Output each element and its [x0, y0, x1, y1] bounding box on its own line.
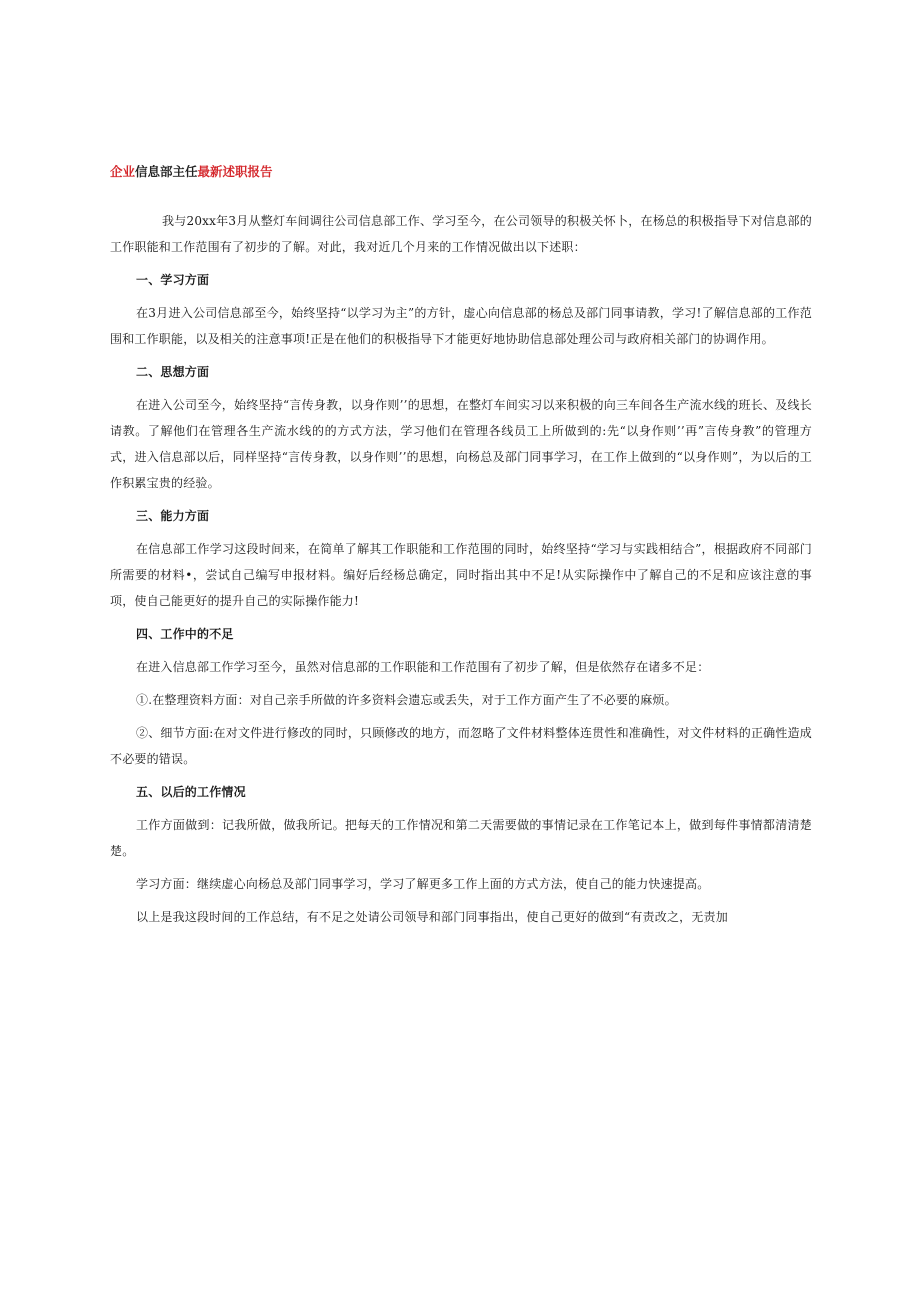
paragraph-future-work: 工作方面做到：记我所做，做我所记。把每天的工作情况和第二天需要做的事情记录在工作笔记本上，做到每件事情都清清楚楚。 — [110, 818, 812, 858]
section-heading-study: 一、学习方面 — [136, 273, 210, 287]
document-title — [110, 162, 273, 182]
section-heading-thinking: 二、思想方面 — [136, 365, 210, 379]
title-part-2: 信息部主任 — [135, 164, 198, 179]
document-body — [110, 208, 812, 937]
intro-paragraph: 我与20xx年3月从整灯车间调往公司信息部工作、学习至今，在公司领导的积极关怀卜，在杨总的积极指导下对信息部的工作职能和工作范围有了初步的了解。对此，我对近几个月来的工作情况做出以下述职： — [110, 214, 812, 254]
paragraph-shortcomings-2: ②、细节方面:在对文件进行修改的同时，只顾修改的地方，而忽略了文件材料整体连贯性和准确性，对文件材料的正确性造成不必要的错误。 — [110, 726, 812, 766]
paragraph-ability: 在信息部工作学习这段时间来，在简单了解其工作职能和工作范围的同时，始终坚持“学习与实践相结合”，根据政府不同部门所需要的材料•，尝试自己编写申报材料。编好后经杨总确定，同时指出其中不足!从实际操作中了解自己的不足和应该注意的事项，使自己能更好的提升自己的实际操作能力! — [110, 542, 812, 608]
paragraph-shortcomings-1: ①.在整理资料方面：对自己亲手所做的许多资料会遗忘或丢失，对于工作方面产生了不必要的麻烦。 — [136, 693, 677, 707]
title-part-1: 企业 — [110, 164, 136, 179]
paragraph-study: 在3月进入公司信息部至今，始终坚持“以学习为主”的方针，虚心向信息部的杨总及部门同事请教，学习!了解信息部的工作范围和工作职能，以及相关的注意事项!正是在他们的积极指导下才能更好地协助信息部处理公司与政府相关部门的协调作用。 — [110, 306, 812, 346]
section-heading-shortcomings: 四、工作中的不足 — [136, 627, 234, 641]
paragraph-shortcomings-intro: 在进入信息部工作学习至今，虽然对信息部的工作职能和工作范围有了初步了解，但是依然存在诸多不足： — [136, 660, 710, 674]
section-heading-future: 五、以后的工作情况 — [136, 785, 246, 799]
paragraph-conclusion: 以上是我这段时间的工作总结，有不足之处请公司领导和部门同事指出，使自己更好的做到“有责改之，无责加 — [136, 910, 728, 924]
paragraph-future-study: 学习方面：继续虚心向杨总及部门同事学习，学习了解更多工作上面的方式方法，使自己的能力快速提高。 — [136, 877, 710, 891]
section-heading-ability: 三、能力方面 — [136, 509, 210, 523]
title-part-3: 最新述职报告 — [197, 164, 273, 179]
paragraph-thinking: 在进入公司至今，始终坚持“言传身教，以身作则’’的思想，在整灯车间实习以来积极的向三车间各生产流水线的班长、及线长请教。了解他们在管理各生产流水线的的方式方法，学习他们在管理各线员工上所做到的:先“以身作则’’再”言传身教”的管理方式，进入信息部以后，同样坚持“言传身教，以身作则’’的思想，向杨总及部门同事学习，在工作上做到的“以身作则”，为以后的工作积累宝贵的经验。 — [110, 398, 812, 490]
